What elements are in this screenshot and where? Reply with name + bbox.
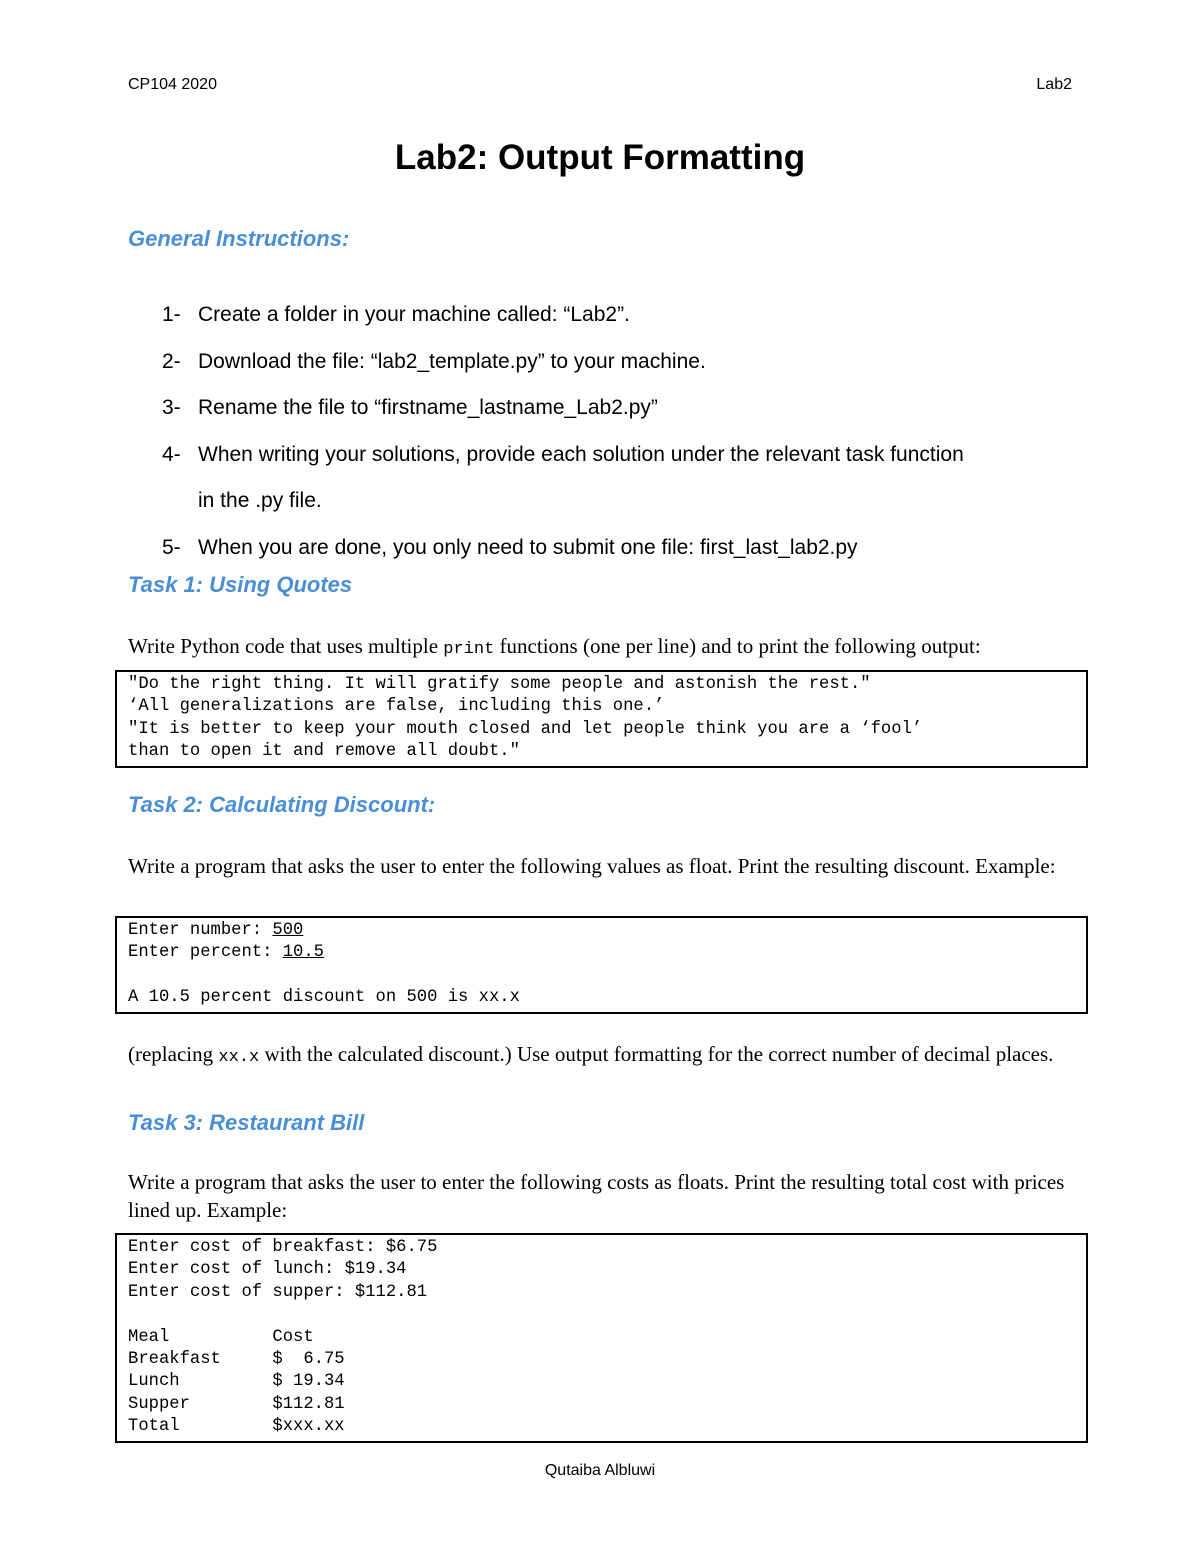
code-line [128,942,1086,964]
list-item-continuation [162,478,1092,525]
list-item-text: When writing your solutions, provide each solution under the relevant task function [198,442,964,466]
instructions-list [162,292,1092,572]
code-line: Enter cost of lunch: $19.34 [128,1260,407,1280]
code-line [128,920,1086,942]
list-item-text: Download the file: “lab2_template.py” to your machine. [198,349,706,373]
task2-description: Write a program that asks the user to enter the following values as float. Print the resulting discount. Example: [128,854,1056,878]
header-lab: Lab2 [1036,76,1072,93]
footer-author: Qutaiba Albluwi [544,1462,656,1479]
list-item [162,339,1092,386]
task3-output-box [115,1233,1088,1443]
task3-description: Write a program that asks the user to enter the following costs as floats. Print the resulting total cost with prices lined up. Example: [128,1170,1065,1222]
list-item-number: 5- [162,535,181,559]
list-item [162,292,1092,339]
list-item-number: 1- [162,303,181,326]
header-course: CP104 2020 [128,76,217,93]
list-item [162,432,1092,479]
list-item-number: 4- [162,442,181,466]
task1-desc-text-end: functions (one per line) and to print the following output: [494,634,981,658]
code-line: Total $xxx.xx [128,1417,345,1437]
list-item-text: Create a folder in your machine called: “Lab2”. [198,303,630,326]
general-instructions-heading: General Instructions: [128,226,350,251]
task2-heading: Task 2: Calculating Discount: [128,792,436,817]
code-line: than to open it and remove all doubt." [128,742,520,762]
task1-desc-text: Write Python code that uses multiple [128,634,444,658]
code-line: "Do the right thing. It will gratify some people and astonish the rest." [128,675,871,694]
task3-heading: Task 3: Restaurant Bill [128,1110,365,1135]
code-line: ‘All generalizations are false, including this one.’ [128,697,665,717]
task1-output-box [115,670,1088,768]
code-line: Supper $112.81 [128,1394,345,1414]
code-line-blank [128,1304,1086,1326]
code-line-blank [128,965,1086,987]
code-line: Meal Cost [128,1327,314,1347]
task1-heading: Task 1: Using Quotes [128,572,353,597]
list-item [162,525,1092,572]
prompt-text: Enter number: [128,921,273,940]
code-line: Lunch $ 19.34 [128,1372,345,1392]
note-text-end: with the calculated discount.) Use output formatting for the correct number of decimal places. [259,1042,1054,1066]
list-item-number: 3- [162,396,181,420]
code-line: A 10.5 percent discount on 500 is xx.x [128,988,520,1008]
list-item-text: When you are done, you only need to submit one file: first_last_lab2.py [198,535,858,559]
code-line: Enter cost of breakfast: $6.75 [128,1238,438,1257]
code-line: "It is better to keep your mouth closed and let people think you are a ‘fool’ [128,719,923,739]
page-title: Lab2: Output Formatting [394,138,806,177]
task1-desc-code: print [443,640,495,659]
list-item-text: Rename the file to “firstname_lastname_Lab2.py” [198,396,658,420]
user-input-value: 10.5 [282,943,324,963]
prompt-text: Enter percent: [128,943,283,963]
user-input-value: 500 [272,921,304,940]
task2-note [128,1040,1078,1072]
list-item [162,385,1092,432]
task2-output-box [115,916,1088,1014]
code-line: Enter cost of supper: $112.81 [128,1282,428,1302]
task1-description [128,632,1078,664]
list-item-text: in the .py file. [198,489,322,513]
code-line: Breakfast $ 6.75 [128,1350,345,1370]
note-code: xx.x [218,1048,260,1067]
list-item-number: 2- [162,349,181,373]
note-text: (replacing [128,1042,219,1066]
